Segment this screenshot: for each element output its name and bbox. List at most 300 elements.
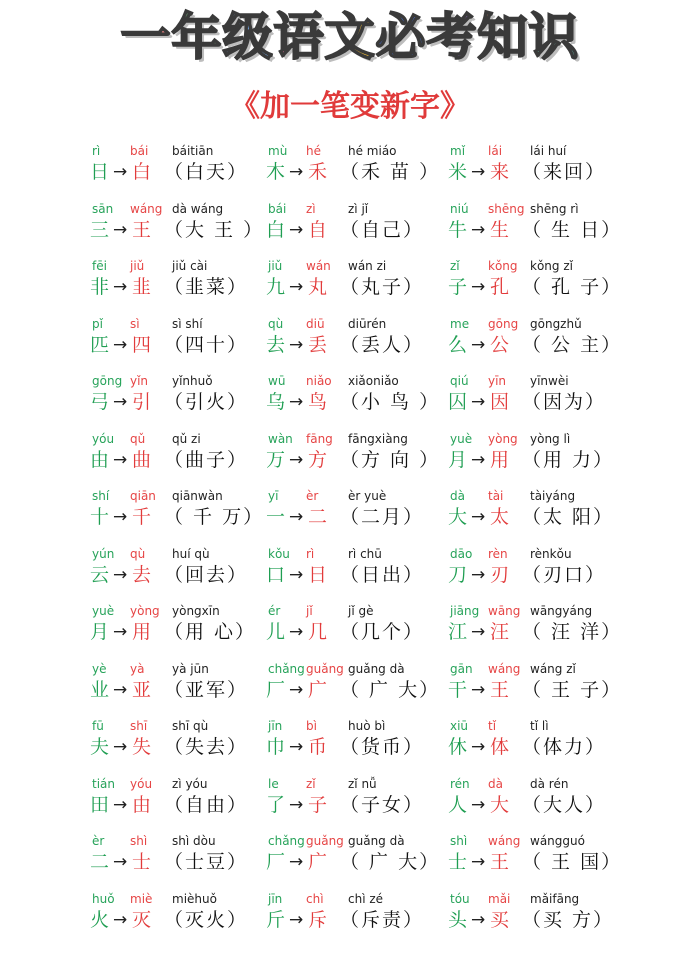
word-entry xyxy=(86,830,276,886)
pinyin-word: hé miáo xyxy=(348,144,397,158)
pinyin-new: rì xyxy=(306,546,315,561)
new-char: 几 xyxy=(308,621,328,643)
word-entry xyxy=(444,485,634,541)
word: （丢人） xyxy=(340,333,425,356)
pinyin-original: shì xyxy=(450,834,468,848)
pinyin-word: wán zi xyxy=(348,259,387,273)
pinyin-new: yóu xyxy=(130,776,153,791)
pinyin-original: tóu xyxy=(450,891,470,906)
original-char: 木 xyxy=(266,161,286,183)
arrow-icon: → xyxy=(113,507,128,527)
pinyin-word: zǐ nǚ xyxy=(348,776,377,791)
original-char: 一 xyxy=(266,506,286,528)
word: （太 阳） xyxy=(522,506,615,528)
new-char: 日 xyxy=(308,563,328,586)
pinyin-word: chì zé xyxy=(348,891,384,906)
pinyin-new: wáng xyxy=(130,201,163,216)
word-entry xyxy=(262,313,452,369)
arrow-icon: → xyxy=(471,449,486,470)
pinyin-word: diūrén xyxy=(348,316,387,331)
new-char: 由 xyxy=(132,793,152,816)
grid-row xyxy=(86,543,686,601)
arrow-icon: → xyxy=(289,852,304,872)
arrow-icon: → xyxy=(113,852,128,872)
pinyin-new: yà xyxy=(130,661,145,676)
pinyin-original: shí xyxy=(92,489,110,503)
pinyin-new: wán xyxy=(306,259,331,273)
pinyin-new: yīn xyxy=(488,374,507,388)
arrow-icon: → xyxy=(289,277,304,297)
word-entry xyxy=(262,428,452,484)
word: （引火） xyxy=(164,391,249,413)
pinyin-original: pǐ xyxy=(92,316,103,331)
arrow-icon: → xyxy=(471,737,486,757)
pinyin-original: yún xyxy=(92,546,115,561)
pinyin-new: shì xyxy=(130,834,148,848)
word: （白天） xyxy=(164,161,249,183)
pinyin-original: le xyxy=(268,776,279,791)
word-entry xyxy=(262,485,452,541)
word-entry xyxy=(262,140,452,196)
new-char: 太 xyxy=(490,506,510,528)
arrow-icon: → xyxy=(113,909,128,930)
pinyin-original: wàn xyxy=(268,431,293,446)
pinyin-new: niǎo xyxy=(306,374,332,388)
original-char: 大 xyxy=(448,506,468,528)
original-char: 乌 xyxy=(266,391,286,413)
pinyin-original: zǐ xyxy=(450,259,460,273)
original-char: 日 xyxy=(90,161,110,183)
new-char: 曲 xyxy=(132,448,152,471)
word-entry xyxy=(86,773,276,829)
word: （韭菜） xyxy=(164,276,249,298)
pinyin-new: èr xyxy=(306,489,319,503)
word: （刃口） xyxy=(522,563,607,586)
pinyin-new: qù xyxy=(130,546,146,561)
original-char: 休 xyxy=(448,736,468,758)
pinyin-word: gōngzhǔ xyxy=(530,316,582,331)
word-entry xyxy=(86,428,276,484)
pinyin-original: chǎng xyxy=(268,661,305,676)
word-entry xyxy=(444,715,634,771)
word-entry xyxy=(444,543,634,599)
word: （货币） xyxy=(340,736,425,758)
word: （ 公 主） xyxy=(522,333,623,356)
word: （ 广 大） xyxy=(340,678,441,701)
pinyin-new: gōng xyxy=(488,316,519,331)
arrow-icon: → xyxy=(113,449,128,470)
new-char: 二 xyxy=(308,506,328,528)
word-entry xyxy=(444,600,634,656)
pinyin-new: guǎng xyxy=(306,834,344,848)
pinyin-word: tàiyáng xyxy=(530,489,576,503)
arrow-icon: → xyxy=(471,622,486,642)
arrow-icon: → xyxy=(113,334,128,355)
pinyin-word: rì chū xyxy=(348,546,382,561)
new-char: 引 xyxy=(132,391,152,413)
word: （因为） xyxy=(522,391,607,413)
pinyin-word: jǐ gè xyxy=(348,604,374,618)
pinyin-word: qǔ zi xyxy=(172,431,201,446)
original-char: 三 xyxy=(90,218,110,241)
pinyin-original: mù xyxy=(268,144,288,158)
word-entry xyxy=(444,140,634,196)
word: （子女） xyxy=(340,793,425,816)
pinyin-original: qiú xyxy=(450,374,469,388)
word: （回去） xyxy=(164,563,249,586)
pinyin-word: zì yóu xyxy=(172,776,208,791)
original-char: 夫 xyxy=(90,736,110,758)
word: （日出） xyxy=(340,563,425,586)
pinyin-word: báitiān xyxy=(172,144,214,158)
grid-row xyxy=(86,658,686,716)
new-char: 刃 xyxy=(490,563,510,586)
word-entry xyxy=(262,600,452,656)
arrow-icon: → xyxy=(471,564,486,585)
word-entry xyxy=(262,715,452,771)
pinyin-original: bái xyxy=(268,201,287,216)
pinyin-word: guǎng dà xyxy=(348,834,405,848)
word-entry xyxy=(262,830,452,886)
pinyin-new: chì xyxy=(306,891,324,906)
arrow-icon: → xyxy=(113,564,128,585)
pinyin-word: zì jǐ xyxy=(348,201,369,216)
original-char: 月 xyxy=(90,621,110,643)
pinyin-original: gōng xyxy=(92,374,123,388)
pinyin-word: wáng zǐ xyxy=(530,661,576,676)
pinyin-word: shī qù xyxy=(172,719,209,733)
pinyin-word: kǒng zǐ xyxy=(530,259,573,273)
new-char: 体 xyxy=(490,736,510,758)
new-char: 来 xyxy=(490,161,510,183)
word: （失去） xyxy=(164,736,249,758)
original-char: 由 xyxy=(90,448,110,471)
pinyin-new: rèn xyxy=(488,546,508,561)
original-char: 厂 xyxy=(266,851,286,873)
pinyin-word: yòngxīn xyxy=(172,604,220,618)
new-char: 方 xyxy=(308,448,328,471)
arrow-icon: → xyxy=(113,679,128,700)
word-entry xyxy=(444,428,634,484)
new-char: 大 xyxy=(490,793,510,816)
arrow-icon: → xyxy=(471,852,486,872)
pinyin-original: èr xyxy=(92,834,105,848)
pinyin-original: jiǔ xyxy=(268,259,283,273)
new-char: 用 xyxy=(490,448,510,471)
new-char: 汪 xyxy=(490,621,510,643)
word-entry xyxy=(86,600,276,656)
pinyin-original: chǎng xyxy=(268,834,305,848)
original-char: 九 xyxy=(266,276,286,298)
pinyin-new: zì xyxy=(306,201,316,216)
original-char: 巾 xyxy=(266,736,286,758)
arrow-icon: → xyxy=(289,622,304,642)
word-entry xyxy=(86,715,276,771)
word: （方 向 ） xyxy=(340,448,441,471)
original-char: 田 xyxy=(90,793,110,816)
new-char: 士 xyxy=(132,851,152,873)
arrow-icon: → xyxy=(113,162,128,182)
pinyin-original: qù xyxy=(268,316,284,331)
word-entry xyxy=(86,543,276,599)
word-entry xyxy=(444,888,634,944)
pinyin-new: shēng xyxy=(488,201,525,216)
word: （买 方） xyxy=(522,908,615,931)
word-entry xyxy=(444,830,634,886)
new-char: 王 xyxy=(490,851,510,873)
arrow-icon: → xyxy=(289,737,304,757)
original-char: 人 xyxy=(448,793,468,816)
word: （二月） xyxy=(340,506,425,528)
pinyin-new: fāng xyxy=(306,431,333,446)
grid-row xyxy=(86,313,686,371)
pinyin-original: yuè xyxy=(450,431,473,446)
pinyin-word: mièhuǒ xyxy=(172,891,217,906)
arrow-icon: → xyxy=(113,219,128,240)
original-char: 十 xyxy=(90,506,110,528)
new-char: 子 xyxy=(308,793,328,816)
new-char: 公 xyxy=(490,333,510,356)
pinyin-word: tǐ lì xyxy=(530,719,549,733)
arrow-icon: → xyxy=(471,277,486,297)
pinyin-original: fū xyxy=(92,719,104,733)
pinyin-new: qiān xyxy=(130,489,156,503)
pinyin-original: kǒu xyxy=(268,546,290,561)
pinyin-new: sì xyxy=(130,316,140,331)
pinyin-word: shēng rì xyxy=(530,201,579,216)
word: （用 心） xyxy=(164,621,257,643)
word: （自己） xyxy=(340,218,425,241)
pinyin-new: tǐ xyxy=(488,719,497,733)
new-char: 四 xyxy=(132,333,152,356)
pinyin-original: sān xyxy=(92,201,114,216)
word: （自由） xyxy=(164,793,249,816)
pinyin-new: yòng xyxy=(130,604,160,618)
original-char: 业 xyxy=(90,678,110,701)
pinyin-new: hé xyxy=(306,144,321,158)
pinyin-original: yè xyxy=(92,661,107,676)
title-char: 知 xyxy=(477,8,529,66)
original-char: 牛 xyxy=(448,218,468,241)
word-entry xyxy=(444,370,634,426)
pinyin-new: wāng xyxy=(488,604,521,618)
arrow-icon: → xyxy=(471,162,486,182)
new-char: 斥 xyxy=(308,908,328,931)
new-char: 灭 xyxy=(132,908,152,931)
arrow-icon: → xyxy=(289,507,304,527)
word: （ 王 国） xyxy=(522,851,623,873)
pinyin-word: huò bì xyxy=(348,719,386,733)
pinyin-new: jiǔ xyxy=(130,259,145,273)
pinyin-original: huǒ xyxy=(92,891,115,906)
pinyin-new: mǎi xyxy=(488,891,511,906)
page-title xyxy=(0,6,700,68)
word-entry xyxy=(86,888,276,944)
new-char: 亚 xyxy=(132,678,152,701)
title-char: 考 xyxy=(426,8,478,66)
pinyin-new: shī xyxy=(130,719,148,733)
word: （四十） xyxy=(164,333,249,356)
word: （曲子） xyxy=(164,448,249,471)
arrow-icon: → xyxy=(113,622,128,642)
new-char: 因 xyxy=(490,391,510,413)
pinyin-word: yà jūn xyxy=(172,661,209,676)
word: （ 孔 子） xyxy=(522,276,623,298)
original-char: 匹 xyxy=(90,333,110,356)
original-char: 去 xyxy=(266,333,286,356)
new-char: 王 xyxy=(132,218,152,241)
arrow-icon: → xyxy=(113,392,128,412)
pinyin-original: me xyxy=(450,316,470,331)
new-char: 去 xyxy=(132,563,152,586)
pinyin-new: wáng xyxy=(488,834,521,848)
pinyin-new: yǐn xyxy=(130,374,149,388)
title-char: 级 xyxy=(222,8,274,66)
arrow-icon: → xyxy=(289,564,304,585)
word: （禾 苗 ） xyxy=(340,161,441,183)
arrow-icon: → xyxy=(113,737,128,757)
pinyin-new: kǒng xyxy=(488,259,518,273)
word: （几个） xyxy=(340,621,425,643)
pinyin-word: sì shí xyxy=(172,316,203,331)
pinyin-word: yīnwèi xyxy=(530,374,569,388)
pinyin-new: dà xyxy=(488,776,503,791)
pinyin-word: qiānwàn xyxy=(172,489,223,503)
pinyin-original: jīn xyxy=(268,891,283,906)
new-char: 币 xyxy=(308,736,328,758)
original-char: 儿 xyxy=(266,621,286,643)
title-char: 文 xyxy=(324,8,376,66)
pinyin-word: dà rén xyxy=(530,776,569,791)
grid-row xyxy=(86,140,686,198)
arrow-icon: → xyxy=(113,794,128,815)
subtitle: 《加一笔变新字》 xyxy=(230,89,470,124)
word: （体力） xyxy=(522,736,607,758)
pinyin-original: rén xyxy=(450,776,470,791)
word-entry xyxy=(86,485,279,541)
word-entry xyxy=(262,773,452,829)
pinyin-word: èr yuè xyxy=(348,489,387,503)
title-char: 语 xyxy=(273,8,325,66)
pinyin-original: yī xyxy=(268,489,279,503)
arrow-icon: → xyxy=(289,449,304,470)
pinyin-original: dà xyxy=(450,489,465,503)
pinyin-word: huí qù xyxy=(172,546,210,561)
word-entry xyxy=(86,313,276,369)
title-char: 一 xyxy=(120,8,172,66)
pinyin-new: tài xyxy=(488,489,504,503)
pinyin-word: rènkǒu xyxy=(530,546,572,561)
pinyin-new: bì xyxy=(306,719,317,733)
new-char: 王 xyxy=(490,678,510,701)
new-char: 千 xyxy=(132,506,152,528)
word: （来回） xyxy=(522,161,607,183)
pinyin-original: jiāng xyxy=(450,604,480,618)
grid-row xyxy=(86,370,686,428)
new-char: 广 xyxy=(308,678,328,701)
original-char: 非 xyxy=(90,276,110,298)
original-char: 干 xyxy=(448,678,468,701)
pinyin-word: fāngxiàng xyxy=(348,431,408,446)
grid-row xyxy=(86,255,686,313)
original-char: 万 xyxy=(266,448,286,471)
word-entry xyxy=(86,140,276,196)
original-char: 白 xyxy=(266,218,286,241)
arrow-icon: → xyxy=(289,219,304,240)
pinyin-original: xiū xyxy=(450,719,469,733)
original-char: 米 xyxy=(448,161,468,183)
arrow-icon: → xyxy=(471,794,486,815)
pinyin-word: shì dòu xyxy=(172,834,216,848)
arrow-icon: → xyxy=(471,392,486,412)
pinyin-word: dà wáng xyxy=(172,201,224,216)
grid-row xyxy=(86,485,686,543)
new-char: 白 xyxy=(132,161,152,183)
pinyin-original: mǐ xyxy=(450,144,466,158)
arrow-icon: → xyxy=(289,392,304,412)
arrow-icon: → xyxy=(289,334,304,355)
word: （大人） xyxy=(522,793,607,816)
original-char: 头 xyxy=(448,908,468,931)
pinyin-new: yòng xyxy=(488,431,518,446)
title-char: 必 xyxy=(375,8,427,66)
pinyin-original: jīn xyxy=(268,719,283,733)
word: （丸子） xyxy=(340,276,425,298)
pinyin-new: bái xyxy=(130,144,149,158)
word-entry xyxy=(86,658,276,714)
arrow-icon: → xyxy=(471,507,486,527)
pinyin-word: wāngyáng xyxy=(530,604,593,618)
arrow-icon: → xyxy=(289,679,304,700)
original-char: 子 xyxy=(448,276,468,298)
word: （士豆） xyxy=(164,851,249,873)
new-char: 孔 xyxy=(490,276,510,298)
title-char: 识 xyxy=(528,8,580,66)
pinyin-word: jiǔ cài xyxy=(172,259,208,273)
original-char: 斤 xyxy=(266,908,286,931)
word-entry xyxy=(444,773,634,829)
pinyin-original: niú xyxy=(450,201,469,216)
word-entry xyxy=(86,370,276,426)
pinyin-original: wū xyxy=(268,374,286,388)
word: （ 广 大） xyxy=(340,851,441,873)
word: （斥责） xyxy=(340,908,425,931)
word-entry xyxy=(86,198,276,254)
character-grid xyxy=(86,140,686,945)
original-char: 厂 xyxy=(266,678,286,701)
grid-row xyxy=(86,600,686,658)
new-char: 鸟 xyxy=(308,391,328,413)
new-char: 丢 xyxy=(308,333,328,356)
word-entry xyxy=(262,543,452,599)
original-char: 江 xyxy=(448,621,468,643)
original-char: 囚 xyxy=(448,391,468,413)
word: （ 王 子） xyxy=(522,678,623,701)
original-char: 刀 xyxy=(448,563,468,586)
new-char: 买 xyxy=(490,908,510,931)
word-entry xyxy=(262,370,452,426)
pinyin-new: guǎng xyxy=(306,661,344,676)
pinyin-original: tián xyxy=(92,776,115,791)
original-char: 火 xyxy=(90,908,110,931)
grid-row xyxy=(86,198,686,256)
grid-row xyxy=(86,830,686,888)
word: （ 汪 洋） xyxy=(522,621,623,643)
arrow-icon: → xyxy=(289,909,304,930)
pinyin-new: jǐ xyxy=(306,604,313,618)
new-char: 韭 xyxy=(132,276,152,298)
pinyin-word: guǎng dà xyxy=(348,661,405,676)
